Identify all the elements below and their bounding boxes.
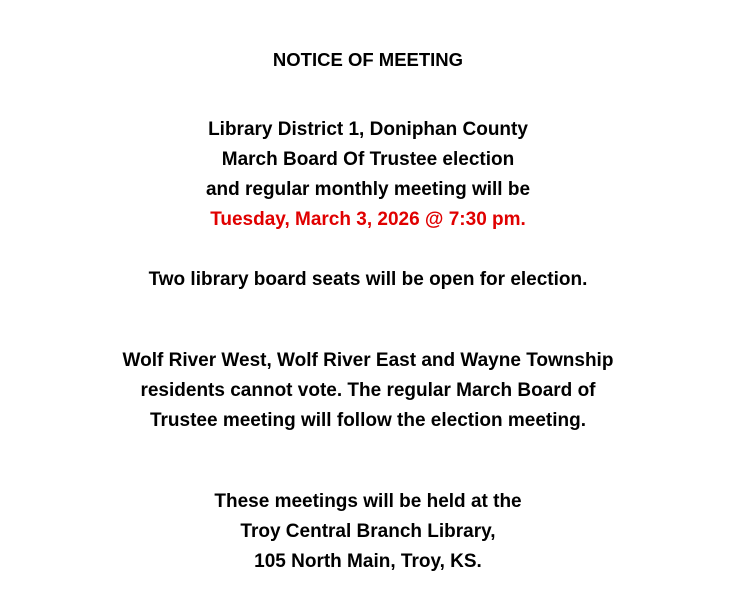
location-address: 105 North Main, Troy, KS. <box>254 551 482 572</box>
location-library-name: Troy Central Branch Library, <box>240 521 496 542</box>
voting-restriction-line-3: Trustee meeting will follow the election meeting. <box>149 410 587 431</box>
voting-restriction-line-1: Wolf River West, Wolf River East and Wayne Township <box>122 350 614 371</box>
announcement-line-election: March Board Of Trustee election <box>221 149 515 170</box>
location-intro: These meetings will be held at the <box>214 491 522 512</box>
voting-restriction-line-2: residents cannot vote. The regular March Board of <box>140 380 596 401</box>
announcement-line-district: Library District 1, Doniphan County <box>208 119 528 140</box>
election-seats-note: Two library board seats will be open for election. <box>148 269 588 290</box>
meeting-date-time: Tuesday, March 3, 2026 @ 7:30 pm. <box>210 209 526 230</box>
announcement-line-meeting: and regular monthly meeting will be <box>205 179 531 200</box>
notice-title: NOTICE OF MEETING <box>272 49 464 70</box>
